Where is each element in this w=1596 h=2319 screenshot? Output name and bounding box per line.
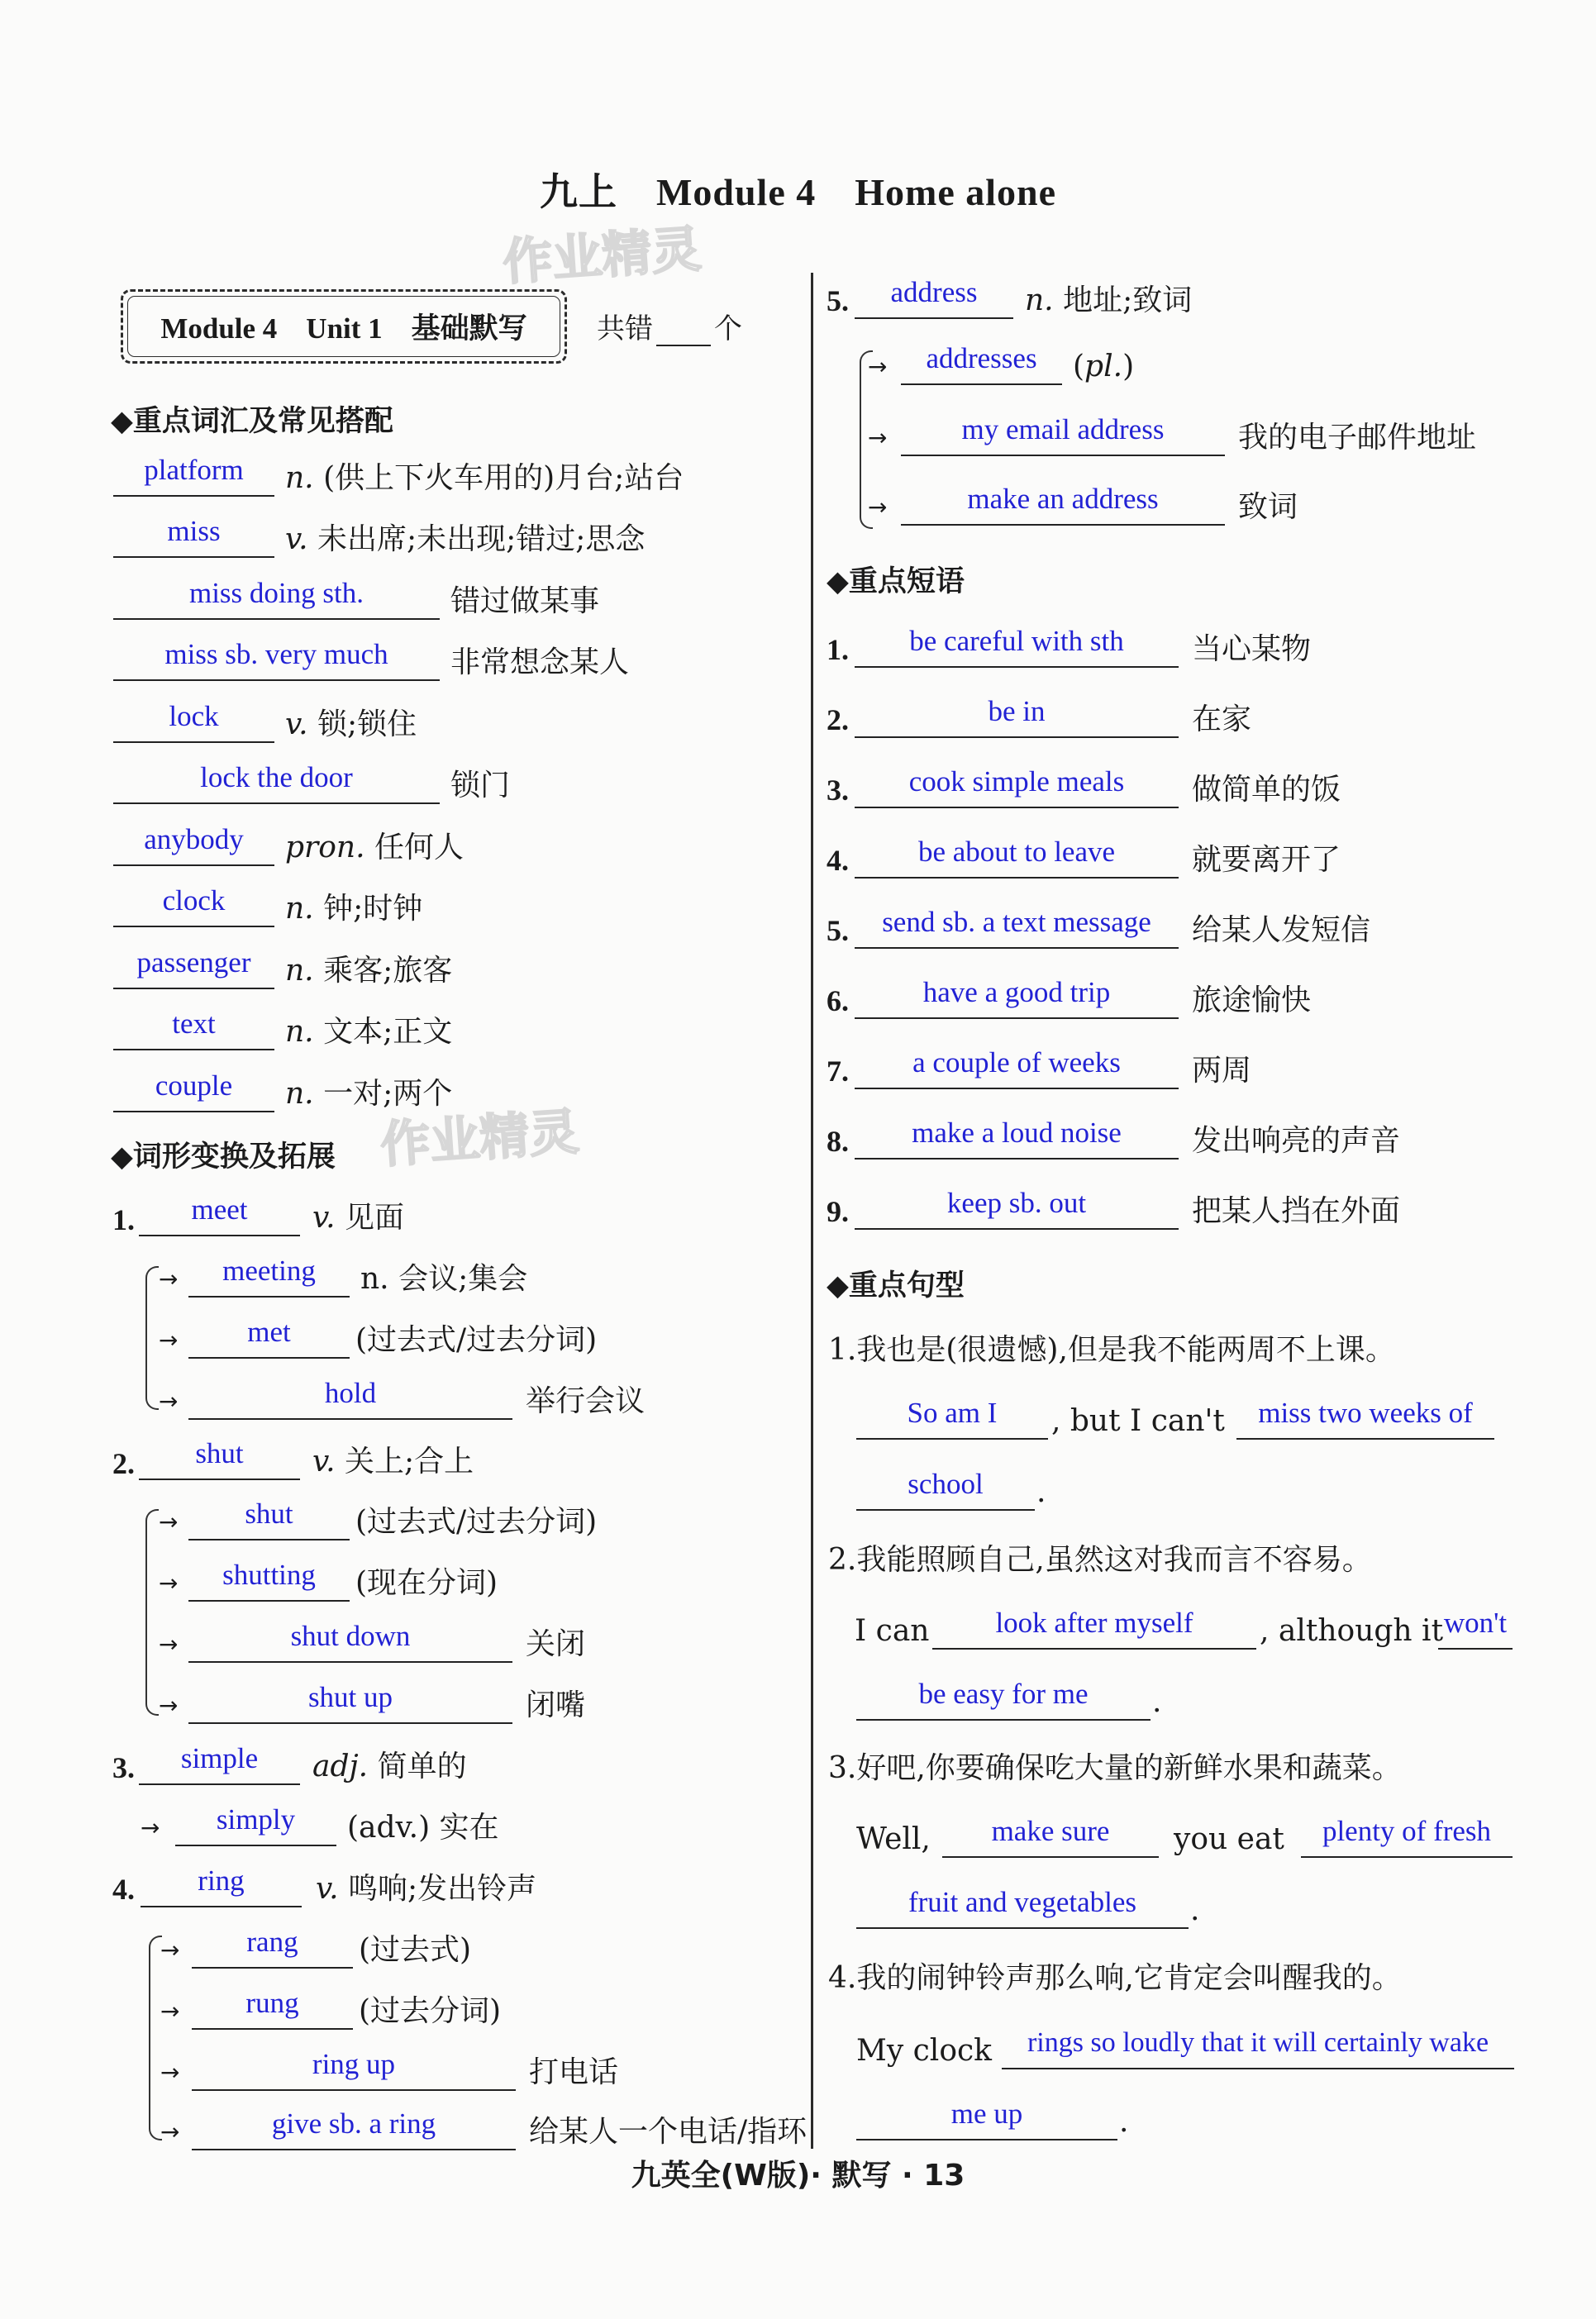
sentence-text: Well, bbox=[856, 1822, 931, 1856]
sentence-end: . bbox=[1152, 1685, 1162, 1719]
section-sentences-heading: ◆重点句型 bbox=[827, 1269, 965, 1302]
form-sub-answer[interactable]: rang bbox=[192, 1922, 353, 1969]
sentence-prompt: 4.我的闹钟铃声那么响,它肯定会叫醒我的。 bbox=[828, 1961, 1402, 1995]
form-sub-answer[interactable]: give sb. a ring bbox=[192, 2104, 516, 2150]
form-number: 1. bbox=[112, 1203, 135, 1236]
sentence-answer[interactable]: be easy for me bbox=[856, 1674, 1151, 1721]
form-meaning: v. 鸣响;发出铃声 bbox=[316, 1872, 537, 1906]
sentence-text: My clock bbox=[856, 2034, 992, 2068]
form-answer[interactable]: shut bbox=[139, 1434, 300, 1480]
phrase-number: 6. bbox=[827, 984, 849, 1017]
sentence-answer[interactable]: won't bbox=[1438, 1603, 1513, 1650]
form-sub-answer[interactable]: shut bbox=[188, 1494, 350, 1540]
sentence-answer[interactable]: school bbox=[856, 1464, 1035, 1511]
arrow-icon: → bbox=[160, 2118, 180, 2145]
vocab-answer[interactable]: lock the door bbox=[113, 758, 440, 804]
form-meaning: n. 地址;致词 bbox=[1025, 283, 1193, 317]
vocab-meaning: n. 一对;两个 bbox=[285, 1077, 453, 1111]
error-count-field[interactable] bbox=[656, 320, 711, 346]
error-count-suffix: 个 bbox=[714, 312, 742, 345]
phrase-answer[interactable]: a couple of weeks bbox=[855, 1043, 1179, 1089]
vocab-meaning: v. 未出席;未出现;错过;思念 bbox=[285, 522, 646, 556]
phrase-answer[interactable]: be careful with sth bbox=[855, 621, 1179, 668]
error-count bbox=[597, 306, 742, 346]
arrow-icon: → bbox=[160, 2059, 180, 2086]
form-sub-note: n. 会议;集会 bbox=[360, 1262, 528, 1296]
vocab-answer[interactable]: clock bbox=[113, 881, 274, 927]
arrow-icon: → bbox=[159, 1631, 179, 1658]
form-sub-note: (过去分词) bbox=[359, 1994, 502, 2028]
sentence-text: I can bbox=[855, 1614, 930, 1648]
sentence-end: . bbox=[1190, 1893, 1200, 1927]
phrase-answer[interactable]: be about to leave bbox=[855, 832, 1179, 879]
arrow-icon: → bbox=[159, 1388, 179, 1415]
form-sub-note: (adv.) 实在 bbox=[347, 1811, 499, 1845]
sentence-text: you eat bbox=[1174, 1822, 1284, 1856]
form-sub-answer[interactable]: shut up bbox=[188, 1678, 512, 1724]
form-sub-answer[interactable]: met bbox=[188, 1312, 350, 1359]
phrase-answer[interactable]: make a loud noise bbox=[855, 1113, 1179, 1160]
form-sub-answer[interactable]: ring up bbox=[192, 2045, 516, 2091]
form-answer[interactable]: address bbox=[855, 273, 1013, 319]
vocab-answer[interactable]: passenger bbox=[113, 943, 274, 989]
form-sub-answer[interactable]: rung bbox=[192, 1983, 353, 2030]
form-sub-answer[interactable]: addresses bbox=[901, 339, 1062, 385]
sentence-end: . bbox=[1119, 2105, 1129, 2139]
vocab-meaning: n. 乘客;旅客 bbox=[285, 954, 453, 988]
sentence-answer[interactable]: make sure bbox=[942, 1812, 1159, 1858]
phrase-answer[interactable]: send sb. a text message bbox=[855, 902, 1179, 949]
unit-box: Module 4 Unit 1 基础默写 bbox=[121, 289, 567, 364]
phrase-meaning: 当心某物 bbox=[1192, 632, 1312, 666]
phrase-meaning: 把某人挡在外面 bbox=[1192, 1194, 1401, 1228]
form-sub-answer[interactable]: simply bbox=[175, 1800, 336, 1846]
sentence-answer[interactable]: fruit and vegetables bbox=[856, 1883, 1189, 1929]
page-title: 九上 Module 4 Home alone bbox=[539, 171, 1057, 213]
sentence-answer[interactable]: look after myself bbox=[932, 1603, 1256, 1650]
form-sub-note: (现在分词) bbox=[355, 1566, 498, 1600]
watermark: 作业精灵 bbox=[379, 1102, 581, 1175]
vocab-answer[interactable]: lock bbox=[113, 697, 274, 743]
phrase-number: 5. bbox=[827, 914, 849, 947]
form-sub-note: 闭嘴 bbox=[526, 1688, 586, 1722]
sentence-answer[interactable]: me up bbox=[856, 2094, 1117, 2140]
vocab-meaning: v. 锁;锁住 bbox=[285, 707, 417, 741]
form-answer[interactable]: meet bbox=[139, 1190, 300, 1236]
form-number: 3. bbox=[112, 1751, 135, 1784]
form-sub-answer[interactable]: hold bbox=[188, 1374, 512, 1420]
phrase-meaning: 给某人发短信 bbox=[1192, 913, 1371, 947]
arrow-icon: → bbox=[159, 1569, 179, 1597]
phrase-number: 3. bbox=[827, 774, 849, 807]
form-sub-answer[interactable]: meeting bbox=[188, 1251, 350, 1298]
arrow-icon: → bbox=[141, 1814, 160, 1841]
phrase-meaning: 发出响亮的声音 bbox=[1192, 1124, 1401, 1158]
vocab-answer[interactable]: platform bbox=[113, 450, 274, 497]
form-sub-answer[interactable]: make an address bbox=[901, 479, 1225, 526]
section-forms-heading: ◆词形变换及拓展 bbox=[111, 1140, 336, 1174]
arrow-icon: → bbox=[160, 1936, 180, 1964]
section-phrases-heading: ◆重点短语 bbox=[827, 565, 965, 598]
page-footer: 九英全(W版)· 默写 · 13 bbox=[631, 2159, 965, 2193]
vocab-answer[interactable]: text bbox=[113, 1004, 274, 1050]
brace bbox=[145, 1509, 159, 1716]
arrow-icon: → bbox=[159, 1265, 179, 1293]
vocab-meaning: n. 钟;时钟 bbox=[285, 892, 423, 926]
form-sub-note: 关闭 bbox=[526, 1627, 586, 1661]
sentence-answer[interactable]: So am I bbox=[856, 1393, 1048, 1440]
form-answer[interactable]: ring bbox=[141, 1861, 302, 1907]
phrase-meaning: 就要离开了 bbox=[1192, 843, 1341, 877]
vocab-meaning: n. 文本;正文 bbox=[285, 1015, 453, 1049]
vocab-meaning: 错过做某事 bbox=[450, 584, 600, 618]
sentence-answer[interactable]: rings so loudly that it will certainly wake bbox=[1002, 2023, 1514, 2069]
form-sub-note: 致词 bbox=[1238, 490, 1298, 524]
phrase-number: 4. bbox=[827, 844, 849, 877]
form-sub-note: 举行会议 bbox=[526, 1384, 646, 1418]
phrase-answer[interactable]: be in bbox=[855, 692, 1179, 738]
arrow-icon: → bbox=[159, 1692, 179, 1719]
form-answer[interactable]: simple bbox=[139, 1739, 300, 1785]
watermark: 作业精灵 bbox=[501, 220, 703, 293]
phrase-number: 2. bbox=[827, 703, 849, 736]
form-sub-answer[interactable]: shut down bbox=[188, 1617, 512, 1663]
form-meaning: v. 关上;合上 bbox=[312, 1445, 474, 1479]
phrase-answer[interactable]: cook simple meals bbox=[855, 762, 1179, 808]
phrase-meaning: 在家 bbox=[1192, 702, 1252, 736]
form-number: 2. bbox=[112, 1447, 135, 1480]
vocab-answer[interactable]: miss sb. very much bbox=[113, 635, 440, 681]
arrow-icon: → bbox=[159, 1508, 179, 1536]
form-number: 5. bbox=[827, 284, 849, 317]
phrase-number: 8. bbox=[827, 1125, 849, 1158]
arrow-icon: → bbox=[868, 353, 888, 380]
sentence-prompt: 3.好吧,你要确保吃大量的新鲜水果和蔬菜。 bbox=[828, 1751, 1402, 1785]
form-sub-note: 给某人一个电话/指环 bbox=[529, 2115, 808, 2149]
vocab-meaning: n. (供上下火车用的)月台;站台 bbox=[285, 461, 684, 495]
phrase-number: 7. bbox=[827, 1055, 849, 1088]
arrow-icon: → bbox=[868, 424, 888, 451]
sentence-answer[interactable]: miss two weeks of bbox=[1236, 1393, 1494, 1440]
form-sub-answer[interactable]: my email address bbox=[901, 410, 1225, 456]
sentence-text: , but I can't bbox=[1051, 1404, 1225, 1438]
phrase-answer[interactable]: have a good trip bbox=[855, 973, 1179, 1019]
error-count-prefix: 共错 bbox=[597, 312, 653, 345]
arrow-icon: → bbox=[868, 493, 888, 521]
section-vocab-heading: ◆重点词汇及常见搭配 bbox=[111, 405, 393, 438]
form-number: 4. bbox=[112, 1873, 135, 1906]
form-sub-answer[interactable]: shutting bbox=[188, 1555, 350, 1602]
form-meaning: adj. 简单的 bbox=[312, 1750, 467, 1783]
phrase-answer[interactable]: keep sb. out bbox=[855, 1183, 1179, 1230]
vocab-answer[interactable]: miss doing sth. bbox=[113, 574, 440, 620]
vocab-answer[interactable]: miss bbox=[113, 512, 274, 558]
phrase-number: 9. bbox=[827, 1195, 849, 1228]
phrase-meaning: 两周 bbox=[1192, 1054, 1252, 1088]
sentence-text: , although it bbox=[1260, 1614, 1444, 1648]
sentence-prompt: 2.我能照顾自己,虽然这对我而言不容易。 bbox=[828, 1543, 1372, 1577]
form-sub-note: (pl.) bbox=[1073, 350, 1135, 383]
phrase-number: 1. bbox=[827, 633, 849, 666]
sentence-end: . bbox=[1036, 1475, 1046, 1509]
vocab-answer[interactable]: couple bbox=[113, 1066, 274, 1112]
form-sub-note: 打电话 bbox=[529, 2055, 619, 2089]
column-divider bbox=[811, 273, 813, 2149]
form-sub-note: (过去式/过去分词) bbox=[355, 1505, 598, 1539]
vocab-meaning: pron. 任何人 bbox=[285, 831, 465, 864]
vocab-meaning: 非常想念某人 bbox=[450, 645, 630, 679]
arrow-icon: → bbox=[159, 1326, 179, 1354]
phrase-meaning: 旅途愉快 bbox=[1192, 983, 1312, 1017]
form-meaning: v. 见面 bbox=[312, 1201, 404, 1235]
vocab-meaning: 锁门 bbox=[450, 769, 511, 802]
form-sub-note: (过去式/过去分词) bbox=[355, 1323, 598, 1357]
sentence-answer[interactable]: plenty of fresh bbox=[1301, 1812, 1513, 1858]
sentence-prompt: 1.我也是(很遗憾),但是我不能两周不上课。 bbox=[828, 1333, 1395, 1367]
phrase-meaning: 做简单的饭 bbox=[1192, 773, 1341, 807]
arrow-icon: → bbox=[160, 1998, 180, 2025]
form-sub-note: (过去式) bbox=[359, 1933, 472, 1967]
form-sub-note: 我的电子邮件地址 bbox=[1238, 421, 1477, 455]
brace bbox=[145, 1266, 159, 1410]
vocab-answer[interactable]: anybody bbox=[113, 820, 274, 866]
